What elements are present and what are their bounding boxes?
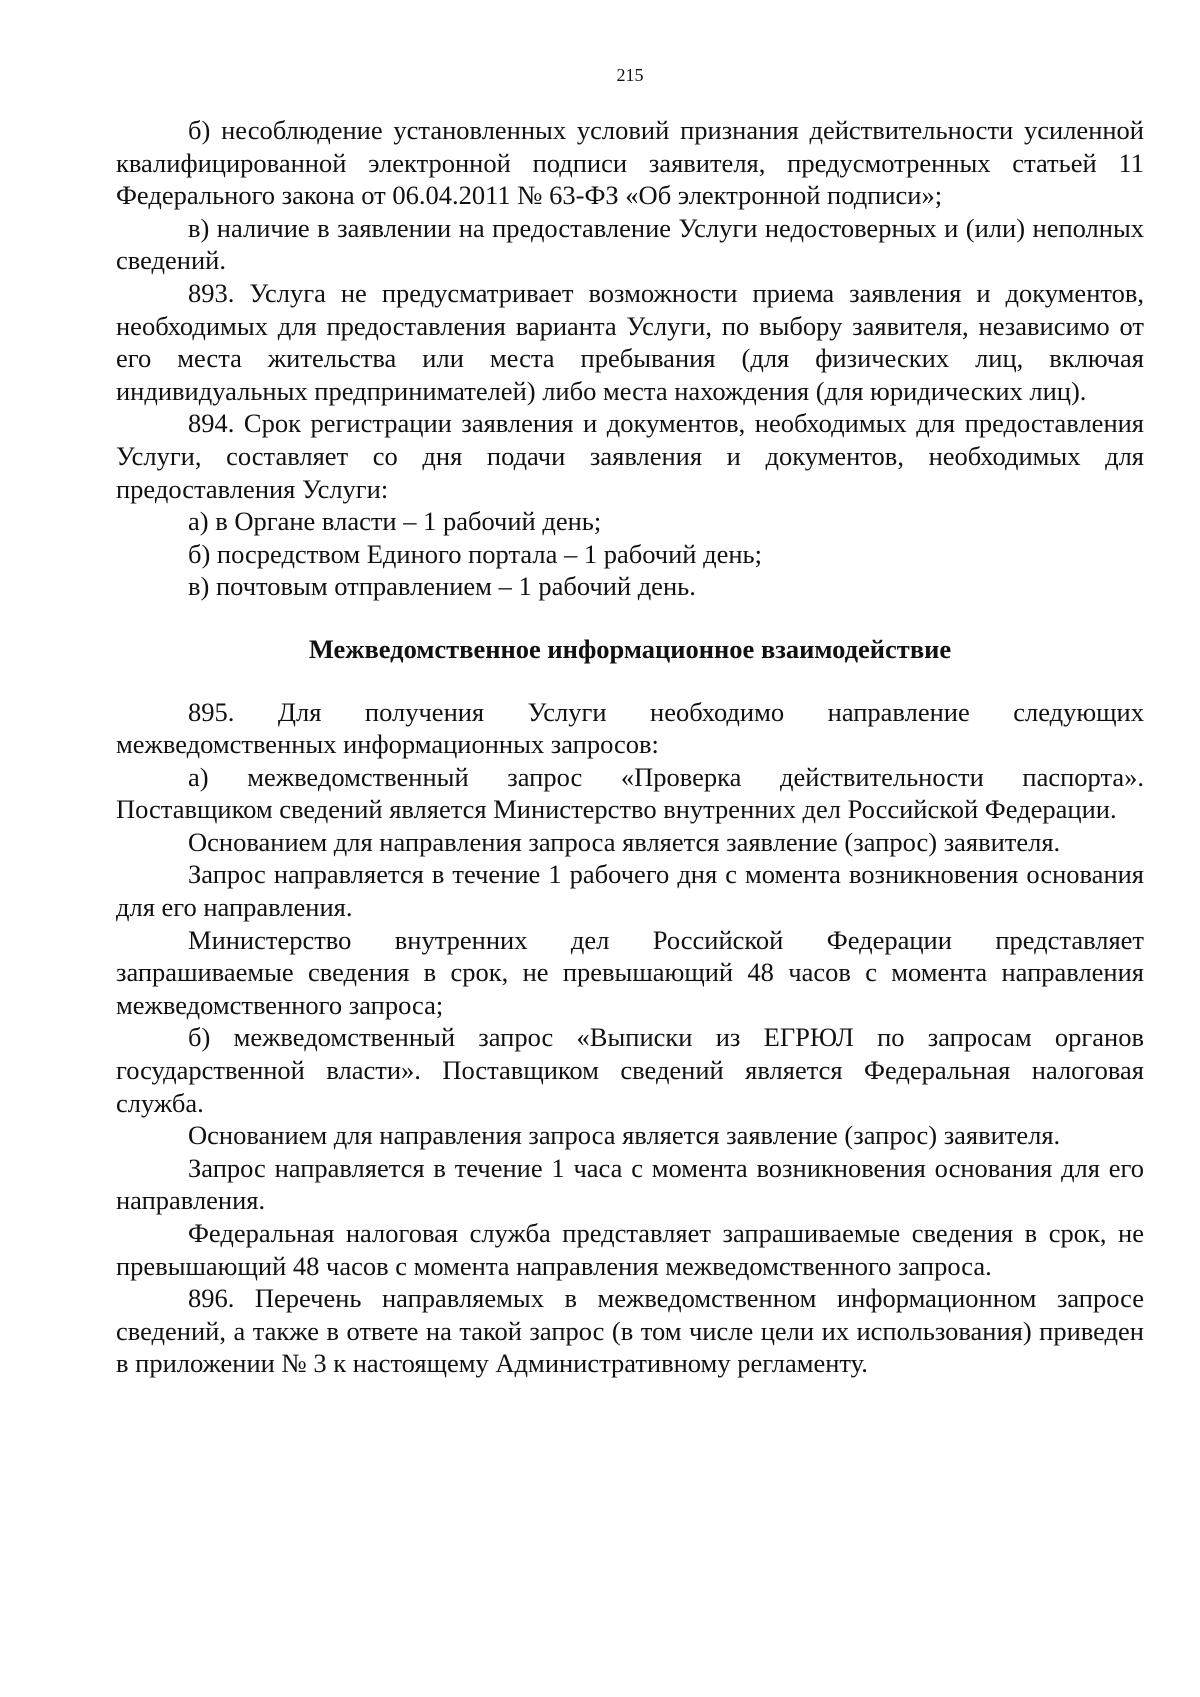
section-after-heading [116,696,1144,1380]
paragraph-basis-1: Основанием для направления запроса является заявление (запрос) заявителя. [188,826,1061,857]
paragraph-893: 893. Услуга не предусматривает возможности приема заявления и документов, необходимых для предоставления варианта Услуги, по выбору заявителя, независимо от его места жительства или места пребывания (для физических лиц, включая индивидуальных предпринимателей) либо места нахождения (для юридических лиц). [116,277,1144,406]
paragraph-item-v-post: в) почтовым отправлением – 1 рабочий день. [188,571,696,602]
paragraph-896: 896. Перечень направляемых в межведомственном информационном запросе сведений, а также в ответе на такой запрос (в том числе цели их использования) приведен в приложении № 3 к настоящему Административному регламенту. [116,1283,1144,1379]
paragraph-mvd-response: Министерство внутренних дел Российской Федерации представляет запрашиваемые сведения в срок, не превышающий 48 часов с момента направления межведомственного запроса; [116,924,1144,1020]
paragraph-request-timing-1: Запрос направляется в течение 1 рабочего дня с момента возникновения основания для его направления. [116,859,1144,923]
paragraph-item-b-portal: б) посредством Единого портала – 1 рабочий день; [188,538,762,569]
paragraph-item-a-authority: а) в Органе власти – 1 рабочий день; [188,506,602,537]
paragraph-894: 894. Срок регистрации заявления и документов, необходимых для предоставления Услуги, составляет со дня подачи заявления и документов, необходимых для предоставления Услуги: [116,408,1144,504]
paragraph-item-b-egrul-request: б) межведомственный запрос «Выписки из ЕГРЮЛ по запросам органов государственной власти». Поставщиком сведений является Федеральная налоговая служба. [116,1022,1144,1118]
section-heading: Межведомственное информационное взаимодействие [308,633,952,664]
paragraph-895: 895. Для получения Услуги необходимо направление следующих межведомственных информационных запросов: [116,696,1144,760]
section-before-heading [116,114,1144,603]
paragraph-item-a-passport-request: а) межведомственный запрос «Проверка действительности паспорта». Поставщиком сведений является Министерство внутренних дел Российской Федерации. [116,761,1144,825]
paragraph-basis-2: Основанием для направления запроса является заявление (запрос) заявителя. [188,1120,1061,1151]
paragraph-item-v-incomplete-data: в) наличие в заявлении на предоставление Услуги недостоверных и (или) неполных сведений. [116,212,1144,276]
paragraph-request-timing-2: Запрос направляется в течение 1 часа с момента возникновения основания для его направления. [116,1152,1144,1216]
document-page [116,64,1144,1380]
page-number: 215 [616,65,644,85]
paragraph-fns-response: Федеральная налоговая служба представляет запрашиваемые сведения в срок, не превышающий 48 часов с момента направления межведомственного запроса. [116,1218,1144,1281]
paragraph-item-b-signature: б) несоблюдение установленных условий признания действительности усиленной квалифицированной электронной подписи заявителя, предусмотренных статьей 11 Федерального закона от 06.04.2011 № 63-ФЗ «Об электронной подписи»; [116,115,1144,211]
